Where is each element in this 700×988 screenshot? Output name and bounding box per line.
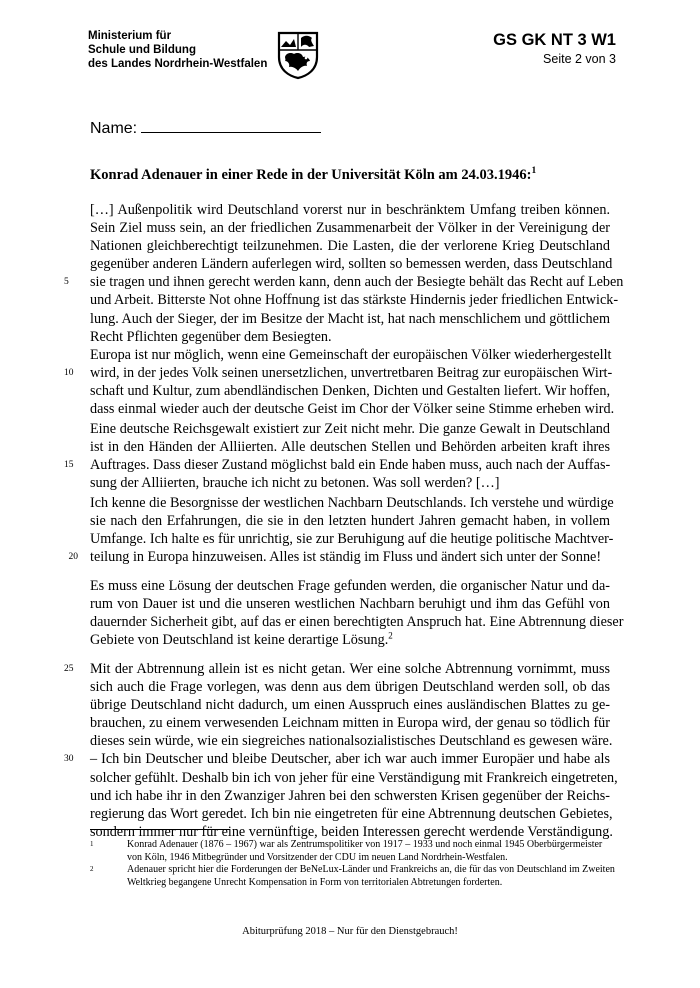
line-number: 20 [68,552,78,563]
text-line [90,769,618,787]
line-text: solcher gefühlt. Deshalb bin ich von jeher für eine Verständigung mit Frankreich eingetreten, [90,769,618,786]
line-text: regierung das Wort geredet. Ich bin nie eingetreten für eine Abtrennung deutschen Gebietes, [90,805,613,822]
footnote-line: Weltkrieg begangene Unrecht Kompensation in Form von territorialen Abtretungen forderten. [127,876,503,888]
footnote-line: Adenauer spricht hier die Forderungen der BeNeLux-Länder und Frankreichs an, die für das von Deutschland im Zweiten [127,864,615,875]
footnote-ref: 2 [388,630,393,641]
footnote-line: Konrad Adenauer (1876 – 1967) war als Zentrumspolitiker von 1917 – 1933 und noch einmal 1945 Oberbürgermeister [127,839,603,850]
line-text: sich auch die Frage vorlegen, was denn aus dem übrigen Deutschland werden soll, ob das [90,679,610,696]
footnote-mark: 1 [90,840,94,848]
line-text: dauernder Sicherheit gibt, auf das er einen berechtigten Anspruch hat. Eine Abtrennung dieser [90,614,624,631]
ministry-line: Schule und Bildung [88,44,196,56]
text-line [90,255,613,273]
text-heading [90,166,536,184]
text-line [90,512,610,530]
text-line [90,400,615,418]
line-number: 30 [64,754,74,765]
ministry-line: des Landes Nordrhein-Westfalen [88,58,268,70]
footnote-divider [90,829,230,830]
speech-paragraph [68,494,614,566]
heading-text: Konrad Adenauer in einer Rede in der Universität Köln am 24.03.1946: [90,166,532,183]
line-text: Eine deutsche Reichsgewalt existiert zur Zeit nicht mehr. Die ganze Gewalt in Deutschland [90,421,610,437]
line-text: Es muss eine Lösung der deutschen Frage gefunden werden, die organischer Natur und da- [90,578,610,594]
text-line [64,364,613,382]
text-line [90,577,610,595]
speech-paragraph [64,420,611,492]
text-line [90,530,614,548]
line-text: – Ich bin Deutscher und bleibe Deutscher, aber ich war auch immer Europäer und habe als [90,751,610,768]
line-text: Auftrages. Dass dieser Zustand möglichst bald ein Ende haben muss, auch nach der Auffas- [90,457,611,474]
text-line [90,291,619,309]
ministry-name [88,29,267,71]
speech-paragraph [64,660,618,841]
text-line [90,595,610,613]
line-text: Gebiete von Deutschland ist keine derartige Lösung. [90,632,389,649]
ministry-line: Ministerium für [88,30,172,42]
line-text: gegenüber anderen Ländern auferlegen wird, sollten so bemessen werden, dass Deutschland [90,256,613,273]
speech-paragraph [64,346,615,418]
text-line [90,631,610,649]
line-text: ist in den Händen der Alliierten. Alle deutschen Stellen und Behörden arbeiten kraft ihres [90,439,610,456]
text-line [90,328,610,346]
speech-paragraph [90,577,624,649]
text-line [90,382,610,400]
text-line [90,805,613,823]
text-line [90,787,610,805]
name-label: Name: [90,120,138,137]
text-line [90,310,610,328]
page-footer: Abiturprüfung 2018 – Nur für den Dienstgebrauch! [242,926,458,937]
text-line [90,696,610,714]
text-line [90,474,610,492]
text-line [90,201,610,219]
line-text: Recht Pflichten gegenüber dem Besiegten. [90,328,332,345]
line-text: rum von Dauer ist und die unseren westlichen Nachbarn beruhigt und ihm das Gefühl von [90,596,610,613]
page-number: Seite 2 von 3 [543,52,616,66]
text-line [90,678,610,696]
text-line [64,750,610,768]
name-blank-line [141,118,321,133]
line-text: dass einmal wieder auch der deutsche Geist im Chor der Völker seine Stimme erheben wird. [90,401,615,418]
line-text: Europa ist nur möglich, wenn eine Gemeinschaft der europäischen Völker wiederhergestellt [90,347,612,363]
text-line [90,237,610,255]
footnote-ref: 1 [531,166,537,176]
line-text: sondern immer nur für eine vernünftige, beiden Interessen gerecht werdende Verständigung. [90,823,613,840]
footnote-line: von Köln, 1946 Mitbegründer und Vorsitzender der CDU im neuen Land Nordrhein-Westfalen. [127,851,508,863]
line-text: brauchen, zu einem verwesenden Leichnam mitten in Europa wird, der genau so tödlich für [90,715,610,732]
line-text: Mit der Abtrennung allein ist es nicht getan. Wer eine solche Abtrennung vornimmt, muss [90,661,610,677]
line-text: übrige Deutschland nicht dadurch, um einen Ausspruch eines ausländischen Blattes zu ge- [90,697,610,714]
line-text: und ich habe ihr in den Zwanziger Jahren bei den schwersten Krisen gegenüber der Reichs- [90,787,610,804]
text-line [90,613,624,631]
line-number: 5 [64,277,69,288]
text-line [90,219,610,237]
name-field [90,118,321,138]
line-number: 15 [64,460,74,471]
document-code: GS GK NT 3 W1 [493,31,616,49]
text-line [64,273,624,291]
line-text: […] Außenpolitik wird Deutschland vorerst nur in beschränktem Umfang treiben können. [90,202,610,218]
line-text: Sein Ziel muss sein, an der friedlichen Zusammenarbeit der Völker in der Vereinigung der [90,220,610,237]
line-number: 25 [64,664,74,674]
line-text: und Arbeit. Bitterste Not ohne Hoffnung ist das stärkste Hindernis jeder friedlichen Entwick- [90,292,619,309]
text-line [64,660,610,678]
line-text: sung der Alliierten, brauche ich nicht zu betonen. Was soll werden? […] [90,475,500,492]
text-line [90,714,610,732]
footnote-mark: 2 [90,865,94,873]
line-text: Umfange. Ich halte es für unrichtig, sie zur Beruhigung auf die heutige politische Machtver- [90,531,614,548]
line-text: sie nach den Erfahrungen, die sie in den letzten hundert Jahren gemacht haben, in vollem [90,513,610,530]
text-line [64,456,611,474]
line-text: Ich kenne die Besorgnisse der westlichen Nachbarn Deutschlands. Ich verstehe und würdige [90,495,614,511]
nrw-coat-of-arms-icon [276,30,320,80]
line-text: teilung in Europa hinzuweisen. Alles ist ständig im Fluss und ändert sich unter der Sonne! [90,549,602,566]
speech-paragraph [64,201,624,346]
text-line [90,438,610,456]
line-text: wird, in der jedes Volk seinen unersetzlichen, unvertretbaren Beitrag zur europäischen Wirt- [90,365,613,382]
line-text: Nationen gleichberechtigt teilzunehmen. Die Lasten, die der verlorene Krieg Deutschland [90,238,610,255]
line-text: dieses sein würde, wie ein siegreiches nationalsozialistisches Deutschland es gewesen wäre. [90,733,613,750]
line-text: lung. Auch der Sieger, der im Besitze der Macht ist, hat nach menschlichem und göttlichem [90,310,610,327]
line-number: 10 [64,368,74,379]
text-line [90,346,610,364]
text-line [90,494,614,512]
line-text: schaft und Kultur, zum abendländischen Denken, Dichten und Gestalten liefert. Wir hoffen, [90,383,610,400]
text-line [68,548,610,566]
text-line [90,732,613,750]
text-line [90,420,610,438]
line-text: sie tragen und ihnen gerecht werden kann, denn auch der Besiegte behält das Recht auf Leben [90,274,624,291]
